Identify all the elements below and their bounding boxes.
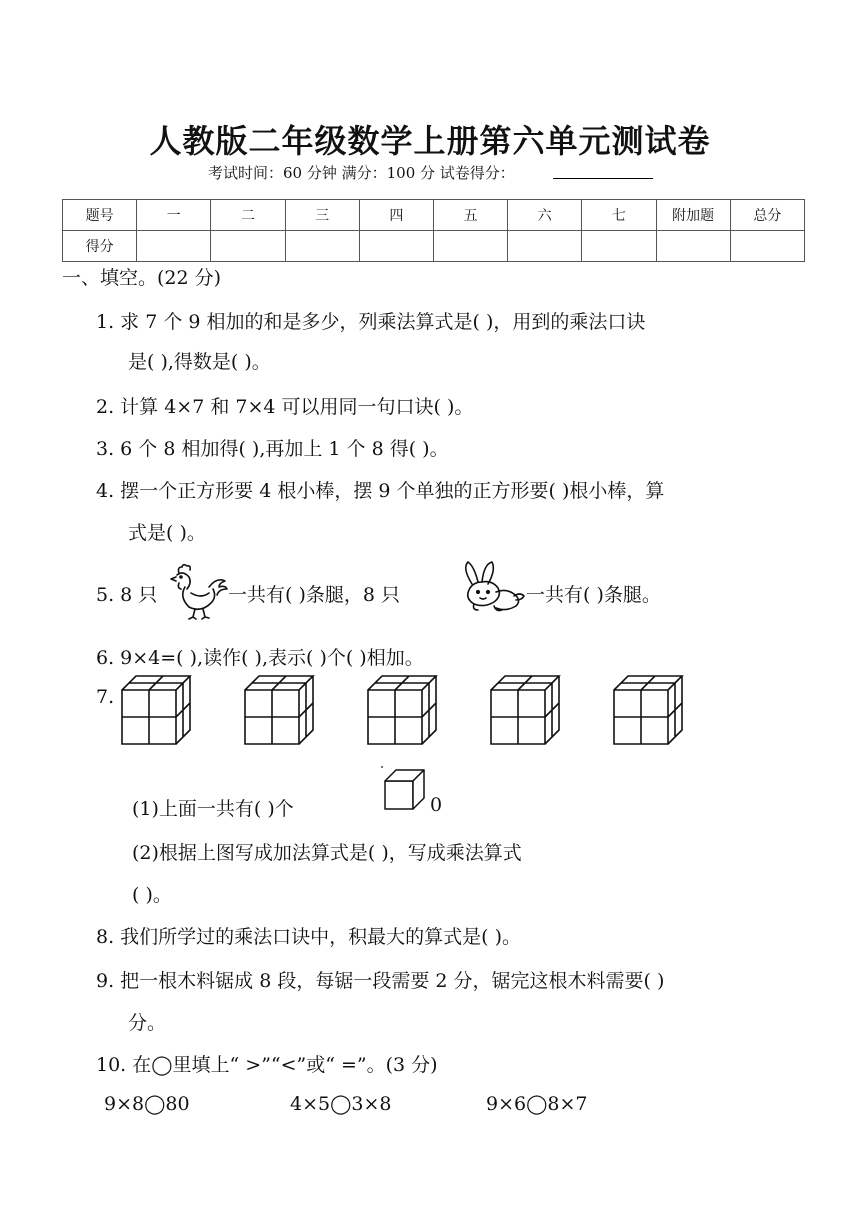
comparison-1: 9×8◯80 (104, 1093, 190, 1115)
table-cell: 总分 (730, 200, 804, 231)
question-7-part-1-suffix: 0 (430, 794, 443, 816)
cube-stack (491, 676, 559, 744)
question-5-end: 一共有( )条腿。 (526, 584, 661, 606)
question-1-line-1: 1. 求 7 个 9 相加的和是多少，列乘法算式是( )，用到的乘法口诀 (96, 311, 646, 333)
comparison-2: 4×5◯3×8 (290, 1093, 392, 1115)
question-5-middle: 一共有( )条腿，8 只 (228, 584, 400, 606)
table-cell: 三 (285, 200, 359, 231)
question-8: 8. 我们所学过的乘法口诀中，积最大的算式是( )。 (96, 926, 522, 948)
table-cell: 一 (137, 200, 211, 231)
table-cell: 题号 (63, 200, 137, 231)
question-7-part-2-line-1: (2)根据上图写成加法算式是( )，写成乘法算式 (132, 842, 522, 864)
section-heading: 一、填空。(22 分) (62, 267, 222, 289)
question-4-line-1: 4. 摆一个正方形要 4 根小棒，摆 9 个单独的正方形要( )根小棒，算 (96, 480, 665, 502)
question-3: 3. 6 个 8 相加得( ),再加上 1 个 8 得( )。 (96, 438, 449, 460)
question-6: 6. 9×4=( ),读作( ),表示( )个( )相加。 (96, 647, 424, 669)
question-7-part-1: (1)上面一共有( )个 (132, 798, 294, 820)
table-cell: 七 (582, 200, 656, 231)
table-cell: 五 (433, 200, 507, 231)
cube-stack (245, 676, 313, 744)
cube-stack (122, 676, 190, 744)
question-4-line-2: 式是( )。 (128, 522, 206, 544)
table-cell: 附加题 (656, 200, 730, 231)
cube-icon (380, 765, 430, 815)
question-5-number: 5. 8 只 (96, 584, 158, 606)
cube-stack (614, 676, 682, 744)
table-cell: 二 (211, 200, 285, 231)
table-cell: 得分 (63, 231, 137, 262)
page-title: 人教版二年级数学上册第六单元测试卷 (149, 122, 711, 160)
table-cell: 四 (359, 200, 433, 231)
question-10: 10. 在◯里填上“ >”“<”或“ =”。(3 分) (96, 1054, 438, 1076)
cube-stack (368, 676, 436, 744)
question-7-number: 7. (96, 686, 115, 708)
question-9-line-1: 9. 把一根木料锯成 8 段，每锯一段需要 2 分，锯完这根木料需要( ) (96, 970, 665, 992)
question-1-line-2: 是( ),得数是( )。 (128, 351, 271, 373)
comparison-3: 9×6◯8×7 (486, 1093, 588, 1115)
exam-info: 考试时间：60 分钟 满分：100 分 试卷得分： (208, 164, 515, 182)
question-9-line-2: 分。 (128, 1012, 167, 1034)
question-2: 2. 计算 4×7 和 7×4 可以用同一句口诀( )。 (96, 396, 474, 418)
question-7-part-2-line-2: ( )。 (132, 884, 172, 906)
table-cell: 六 (508, 200, 582, 231)
